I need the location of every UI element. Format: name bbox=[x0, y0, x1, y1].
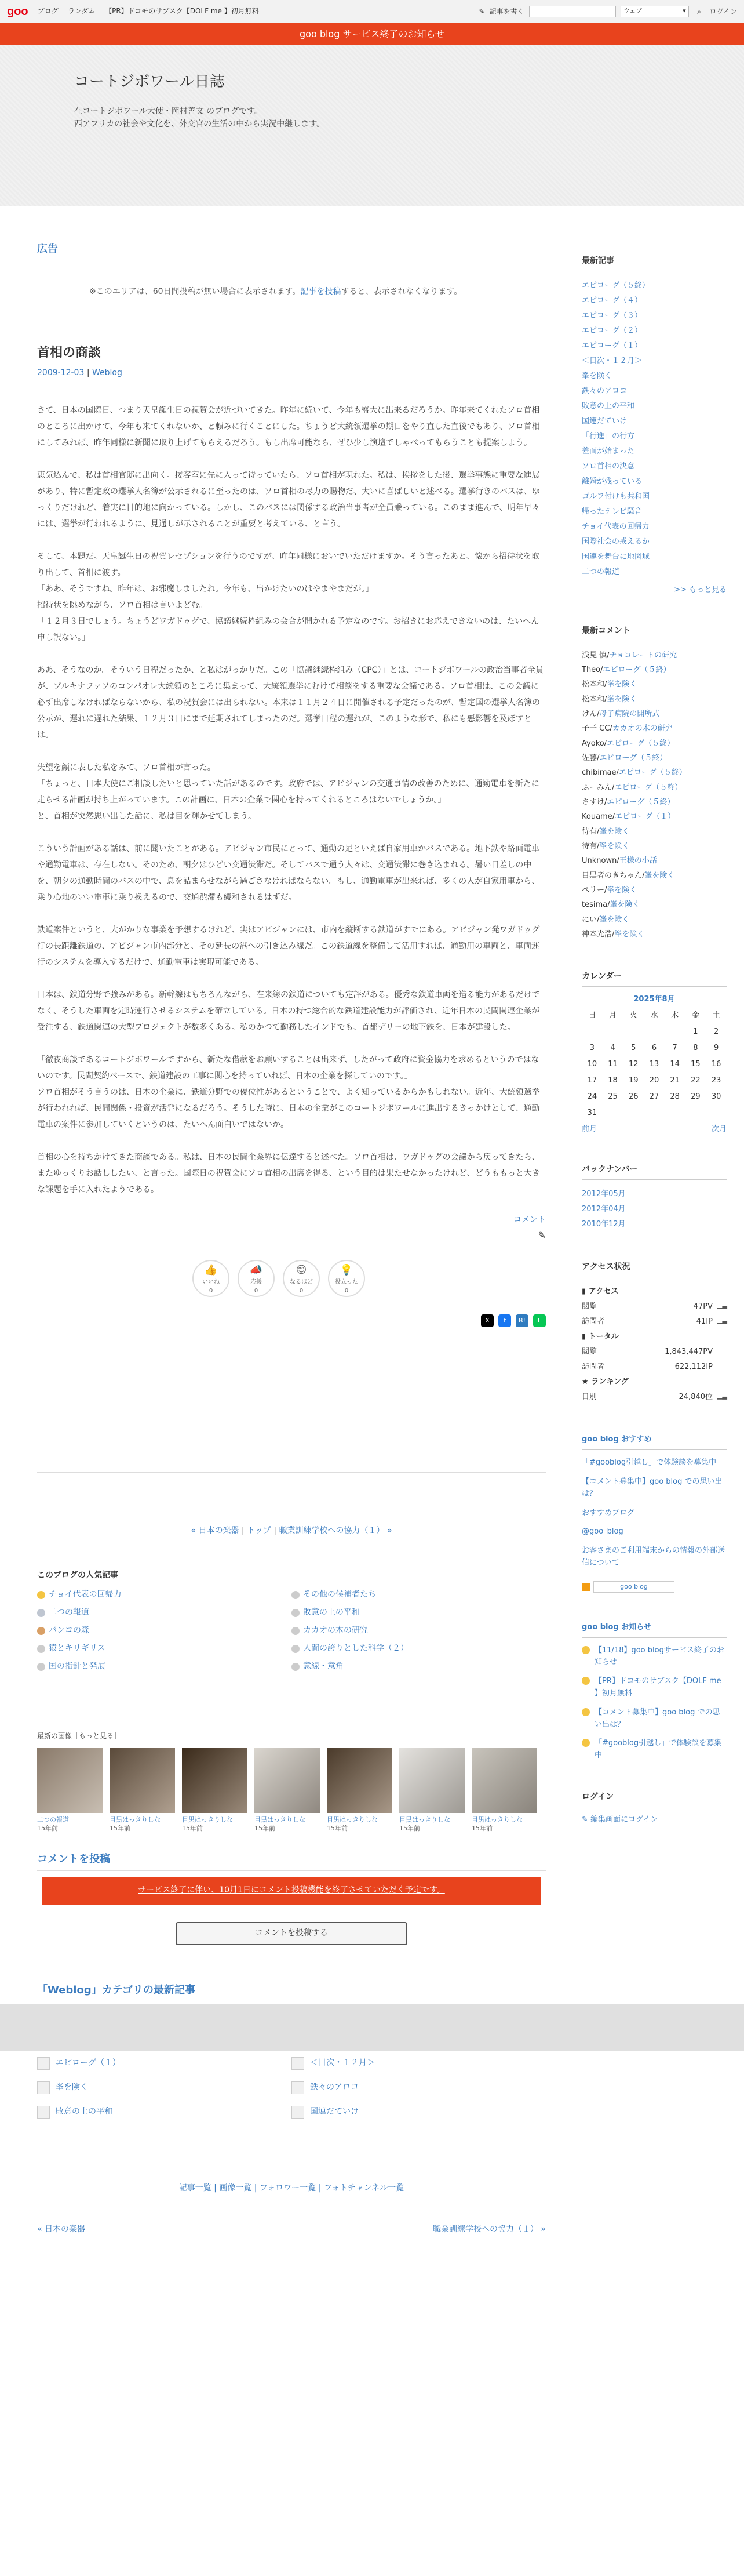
comment-item: tesima/峯を険く bbox=[582, 900, 640, 910]
recommend-item[interactable]: おすすめブログ bbox=[582, 1508, 635, 1517]
article-pager: « 日本の楽器 | トップ | 職業訓練学校への協力（１） » bbox=[191, 1526, 392, 1535]
thumbs-up-icon: 👍 bbox=[204, 1263, 218, 1276]
image-thumb[interactable]: 目黒はっきりしな 15年前 bbox=[327, 1748, 392, 1834]
document-icon bbox=[37, 2057, 50, 2070]
comment-article-link[interactable]: 王様の小話 bbox=[619, 856, 657, 866]
footer-links[interactable]: 記事一覧 | 画像一覧 | フォロワー一覧 | フォトチャンネル一覧 bbox=[178, 2183, 404, 2193]
recommend-item[interactable]: 【コメント募集中】goo blog での思い出は？ bbox=[582, 1477, 723, 1498]
x-share-icon[interactable]: X bbox=[481, 1314, 494, 1327]
recent-comments bbox=[582, 625, 727, 942]
comment-article-link[interactable]: 峯を険く bbox=[599, 827, 630, 836]
recent-article-link[interactable]: 国際社会の戒えるか bbox=[582, 537, 650, 546]
calendar-day: 11 bbox=[608, 1060, 618, 1069]
popular-list bbox=[37, 1589, 546, 1673]
calendar-day: 19 bbox=[628, 1076, 639, 1085]
next-article-link[interactable]: 職業訓練学校への協力（１） » bbox=[432, 2224, 546, 2234]
bullet-icon bbox=[291, 1627, 300, 1635]
article-body bbox=[37, 402, 546, 1198]
comment-article-link[interactable]: チョコレートの研究 bbox=[609, 651, 677, 660]
list-item[interactable]: 人間の誇りとした科学（２） bbox=[291, 1643, 546, 1655]
calendar-day: 6 bbox=[651, 1044, 657, 1053]
weekday-label: 木 bbox=[671, 1011, 679, 1020]
pencil-icon: ✎ bbox=[582, 1815, 591, 1824]
facebook-share-icon[interactable]: f bbox=[498, 1314, 511, 1327]
bullet-icon bbox=[291, 1591, 300, 1599]
paragraph: 「徹夜商談であるコートジボワールですから、新たな借款をお願いすることは出来ず、したがって政府に資金協力を求めるというのではないのです。民間契約ベースで、鉄道建設の工事に関心を持っていれば、日本の企業を探していのです。」 ソロ首相がそう言うのは、日本の企業に、鉄道分野での優位性があるということで、よく知っているからかもしれない。近年、大統領選挙が行われれば、民間関係・投資が活発になるだろう。そうした時に、日本の企業がこのコートジボワールに進出するきっかけとして、通勤電車の案件に参加していくというのは、たいへん面白いではないか。 bbox=[37, 1055, 540, 1129]
comment-item: さすけ/エピローグ（５終） bbox=[582, 797, 675, 806]
search-input[interactable] bbox=[529, 6, 616, 17]
reaction-helpful-button[interactable]: 💡 役立った 0 bbox=[328, 1260, 365, 1297]
search-scope-value: ウェブ bbox=[623, 7, 643, 15]
top-nav bbox=[38, 5, 266, 17]
comment-item: 待有/峯を険く bbox=[582, 827, 630, 836]
edit-login-link[interactable]: 編集画面にログイン bbox=[590, 1815, 658, 1824]
comment-item: 佐藤/エピローグ（５終） bbox=[582, 753, 668, 762]
blog-header bbox=[0, 45, 744, 206]
comment-article-link[interactable]: カカオの木の研究 bbox=[612, 724, 673, 733]
calendar-day: 17 bbox=[587, 1076, 597, 1085]
page-body bbox=[0, 206, 744, 2288]
list-item[interactable]: 意線・意角 bbox=[291, 1661, 546, 1673]
list-item[interactable]: 敗意の上の平和 bbox=[291, 1607, 546, 1619]
share-buttons bbox=[37, 1314, 546, 1327]
recent-article-link[interactable]: 帰ったテレビ騒音 bbox=[582, 507, 642, 516]
calendar-day: 29 bbox=[691, 1092, 701, 1102]
calendar-day bbox=[665, 1105, 685, 1121]
recent-article-link[interactable]: 国連を舞台に地図域 bbox=[582, 553, 650, 561]
comment-article-link[interactable]: 峯を険く bbox=[599, 915, 630, 924]
top-bar bbox=[0, 0, 744, 23]
paragraph: 鉄道案件というと、大がかりな事業を予想するけれど、実はアビジャンには、市内を縦断する鉄道がすでにある。アビジャン発ワガドゥグ行の長距離鉄道の、アビジャン市内部分と、その延長の港への引き込み線だ。この鉄道線を整備して活用すれば、通勤用の車両と、車両運行のシステムを導入するだけで、通勤電車は実現可能である。 bbox=[37, 925, 540, 967]
calendar-day: 18 bbox=[608, 1076, 618, 1085]
comment-article-link[interactable]: エピローグ（５終） bbox=[607, 797, 675, 806]
comment-item: 松本和/峯を険く bbox=[582, 695, 637, 704]
comment-item: にい/峯を険く bbox=[582, 915, 630, 924]
recent-article-link[interactable]: エピローグ（３） bbox=[582, 311, 643, 320]
comment-article-link[interactable]: エピローグ（５終） bbox=[614, 783, 683, 792]
comment-item: 目黒者のきちゃん/峯を険く bbox=[582, 871, 675, 880]
calendar-day bbox=[644, 1024, 665, 1040]
comment-closed-notice bbox=[42, 1877, 541, 1905]
calendar-day: 28 bbox=[670, 1092, 680, 1102]
recent-article-link[interactable]: ゴルフ付けも共和国 bbox=[582, 492, 650, 501]
recent-article-link[interactable]: ＜目次・１２月＞ bbox=[582, 357, 643, 365]
prev-article-link[interactable]: « 日本の楽器 bbox=[191, 1526, 239, 1535]
recent-article-link[interactable]: 敗意の上の平和 bbox=[582, 402, 635, 410]
prev-article-link[interactable]: « 日本の楽器 bbox=[37, 2224, 86, 2234]
list-item[interactable]: 二つの報道 bbox=[37, 1607, 291, 1619]
recent-article-link[interactable]: チョイ代表の回帰力 bbox=[582, 522, 650, 531]
pencil-icon: ✎ bbox=[479, 7, 485, 16]
comment-item: 子子 CC/カカオの木の研究 bbox=[582, 724, 673, 733]
article-meta: 2009-12-03 | Weblog bbox=[37, 368, 122, 377]
comment-article-link[interactable]: 峯を険く bbox=[607, 695, 637, 704]
blog-title[interactable]: コートジボワール日誌 bbox=[74, 73, 225, 90]
article-date[interactable]: 2009-12-03 bbox=[37, 368, 85, 377]
calendar-day: 15 bbox=[691, 1060, 701, 1069]
popular-title: このブログの人気記事 bbox=[37, 1571, 118, 1580]
comment-item: 神本光浩/峯を険く bbox=[582, 930, 645, 939]
comment-article-link[interactable]: 峯を険く bbox=[614, 930, 645, 939]
search-icon[interactable]: ⌕ bbox=[697, 7, 701, 16]
crown-icon bbox=[37, 1591, 45, 1599]
chart-icon: ▮ bbox=[582, 1332, 589, 1342]
comment-item: 浅見 慎/チョコレートの研究 bbox=[582, 651, 677, 660]
megaphone-icon: 📣 bbox=[249, 1263, 263, 1276]
star-icon bbox=[582, 1677, 590, 1685]
nav-blog[interactable]: ブログ bbox=[37, 7, 59, 15]
paragraph: 失望を顔に表した私をみて、ソロ首相が言った。 「ちょっと、日本大使にご相談したいと思っていた話があるのです。政府では、アビジャンの交通事情の改善のために、通勤電車を新たに走らせる計画が持ち上がっています。この計画に、日本の企業で関心を持ってくれるところはないでしょうか。」 と、首相が突然思い出した話に、私は目を輝かせてしまう。 bbox=[37, 763, 539, 821]
document-icon bbox=[37, 2081, 50, 2094]
calendar-day: 5 bbox=[631, 1044, 636, 1053]
backnumber-item[interactable]: 2012年05月 bbox=[582, 1190, 626, 1199]
paragraph: 首相の心を持ちかけてきた商談である。私は、日本の民間企業界に伝達すると述べた。ソロ首相は、ワガドゥグの会議から戻ってきたら、またゆっくりお話ししたい、と言った。国際日の祝賀会にソロ首相の出席を得る、という目的は果たせなかったけれど、どうももっと大きな課題を手に入れたようである。 bbox=[37, 1153, 540, 1194]
calendar-day: 20 bbox=[649, 1076, 659, 1085]
line-share-icon[interactable]: L bbox=[533, 1314, 546, 1327]
comment-article-link[interactable]: エピローグ（５終） bbox=[599, 753, 668, 762]
image-thumb[interactable]: 目黒はっきりしな 15年前 bbox=[399, 1748, 465, 1834]
star-icon bbox=[582, 1646, 590, 1654]
paragraph: そして、本題だ。天皇誕生日の祝賀レセプションを行うのですが、昨年同様においでいただけますか。そう言ったあと、懐から招待状を取り出して、首相に渡す。 「ああ、そうですね。昨年は、お邪魔しましたね。今年も、出かけたいのはやまやまだが。」 招待状を眺めながら、ソロ首相は言いよどむ。 「１２月３日でしょう。ちょうどワガドゥグで、協議継続枠組みの会合が開かれる予定なのです。お招きにお応えできないのは、たいへん申し訳ない。」 bbox=[37, 552, 539, 642]
reaction-agree-button[interactable]: 😊 なるほど 0 bbox=[283, 1260, 320, 1297]
comment-item: けん/母子病院の開所式 bbox=[582, 709, 660, 718]
paragraph: 日本は、鉄道分野で強みがある。新幹線はもちろんながら、在来線の鉄道についても定評がある。優秀な鉄道車両を造る能力があるだけでなく、そうした車両を定時運行させるシステムを確立している。日本の持つ総合的な鉄道建設能力が評価され、近年日本の民間関連企業が受注する、鉄道関連の大型プロジェクトが数多くある。私のかつて勤務したインドでも、首都デリーの地下鉄を、日本が建設した。 bbox=[37, 990, 540, 1032]
chevron-down-icon: ▾ bbox=[683, 7, 686, 15]
reaction-buttons bbox=[192, 1260, 546, 1297]
list-item[interactable]: 峯を険く bbox=[37, 2081, 291, 2094]
list-item[interactable]: 猿とキリギリス bbox=[37, 1643, 291, 1655]
goo-blog-badge[interactable]: goo blog bbox=[593, 1581, 674, 1593]
recent-article-link[interactable]: エピローグ（４） bbox=[582, 296, 643, 305]
recent-article-link[interactable]: ソロ首相の決意 bbox=[582, 462, 635, 471]
list-item[interactable]: その他の候補者たち bbox=[291, 1589, 546, 1601]
recommend-item[interactable]: お客さまのご利用端末からの情報の外部送信について bbox=[582, 1546, 725, 1567]
recent-article-link[interactable]: 国連だていけ bbox=[582, 417, 628, 426]
calendar-day bbox=[582, 1024, 603, 1040]
blog-info bbox=[582, 1622, 727, 1762]
list-item[interactable]: 国の指針と発展 bbox=[37, 1661, 291, 1673]
calendar-day: 13 bbox=[649, 1060, 659, 1069]
comment-article-link[interactable]: 母子病院の開所式 bbox=[599, 709, 660, 718]
recent-article-link[interactable]: 差面が始まった bbox=[582, 447, 635, 456]
calendar-day: 12 bbox=[628, 1060, 639, 1069]
article-title[interactable]: 首相の商談 bbox=[37, 346, 101, 360]
article-category[interactable]: Weblog bbox=[92, 368, 122, 377]
calendar-grid bbox=[582, 1008, 727, 1121]
weekday-label: 火 bbox=[629, 1011, 637, 1020]
paragraph: 恵気込んで、私は首相官邸に出向く。接客室に先に入って待っていたら、ソロ首相が現れた。私は、挨拶をした後、選挙事態に重要な進展があり、特に暫定政の選挙人名簿が公示されるに至ったのは、ソロ首相の尽力の賜物だ、大いに喜ばしいと述べる。選挙行きのバスは、ゆっくりだけれど、着実に目的地に向かっている。しかし、このバスには関係する政治当事者が全員乗っている。このまま進んで、明年早々には、選挙が行われるように、見通しが示されることが重要と考えている、と言う。 bbox=[37, 471, 540, 529]
recommend bbox=[582, 1434, 727, 1592]
image-thumb[interactable]: 目黒はっきりしな 15年前 bbox=[110, 1748, 175, 1834]
calendar-day: 14 bbox=[670, 1060, 680, 1069]
recent-article-link[interactable]: 二つの報道 bbox=[582, 568, 620, 576]
search-scope-select[interactable] bbox=[621, 6, 689, 17]
calendar-day bbox=[685, 1105, 706, 1121]
list-item[interactable]: カカオの木の研究 bbox=[291, 1625, 546, 1637]
comment-item: 松本和/峯を険く bbox=[582, 680, 637, 689]
comment-article-link[interactable]: エピローグ（５終） bbox=[603, 665, 671, 674]
document-icon bbox=[291, 2081, 304, 2094]
post-comment-button[interactable]: コメントを投稿する bbox=[176, 1922, 407, 1945]
calendar-title: カレンダー bbox=[582, 971, 727, 987]
info-item[interactable]: 【PR】ドコモのサブスク【DOLF me 】初月無料 bbox=[582, 1676, 727, 1700]
calendar-day bbox=[603, 1105, 623, 1121]
comment-article-link[interactable]: 峯を険く bbox=[607, 680, 637, 689]
bar-chart-icon: ▁▃ bbox=[717, 1317, 727, 1325]
weekday-label: 月 bbox=[609, 1011, 617, 1020]
bullet-icon bbox=[291, 1663, 300, 1671]
calendar-day: 25 bbox=[608, 1092, 618, 1102]
list-item[interactable]: 鉄々のアロコ bbox=[291, 2081, 546, 2094]
calendar-day: 21 bbox=[670, 1076, 680, 1085]
image-thumb[interactable]: 目黒はっきりしな 15年前 bbox=[254, 1748, 320, 1834]
service-end-notice bbox=[0, 23, 744, 45]
comment-link[interactable]: コメント bbox=[513, 1215, 546, 1225]
bar-chart-icon: ▁▃ bbox=[717, 1302, 727, 1310]
sidebar bbox=[582, 206, 727, 2288]
service-end-link[interactable]: goo blog サービス終了のお知らせ bbox=[300, 28, 444, 39]
latest-images bbox=[37, 1748, 546, 1834]
ranking-icon: ★ bbox=[582, 1378, 592, 1387]
comment-item: Theo/エピローグ（５終） bbox=[582, 665, 671, 674]
image-thumb[interactable]: 目黒はっきりしな 15年前 bbox=[182, 1748, 247, 1834]
calendar-day: 9 bbox=[713, 1044, 719, 1053]
weekday-label: 水 bbox=[650, 1011, 658, 1020]
calendar-day: 3 bbox=[589, 1044, 595, 1053]
calendar-day bbox=[665, 1024, 685, 1040]
category-latest-title: 「Weblog」カテゴリの最新記事 bbox=[37, 1983, 196, 1996]
bottom-pager bbox=[37, 2223, 546, 2236]
recent-articles bbox=[582, 255, 727, 596]
comment-article-link[interactable]: 峯を険く bbox=[599, 841, 630, 851]
reaction-like-button[interactable]: 👍 いいね 0 bbox=[192, 1260, 229, 1297]
edit-icon[interactable]: ✎ bbox=[538, 1230, 546, 1241]
recent-article-link[interactable]: 峯を険く bbox=[582, 372, 612, 380]
document-icon bbox=[291, 2106, 304, 2119]
comment-item: ペリー/峯を険く bbox=[582, 886, 637, 895]
latest-images-title[interactable]: 最新の画像［もっと見る］ bbox=[37, 1732, 121, 1740]
comment-article-link[interactable]: エピローグ（５終） bbox=[618, 768, 687, 777]
calendar-day: 4 bbox=[610, 1044, 615, 1053]
comment-item: ふーみん/エピローグ（５終） bbox=[582, 783, 683, 792]
paragraph: こういう計画がある話は、前に聞いたことがある。アビジャン市民にとって、通勤の足といえば自家用車かバスである。地下鉄や路面電車や通勤電車は、存在しない。そのため、朝夕はひどい交通渋滞だ。そしてバスで通う人々は、交通渋滞に巻き込まれる。暑い日差しの中を、朝夕の通勤時間のバスの中で、息を詰まらせながら過ごさなければならない。もし、通勤電車が出来れば、多くの人が自家用車から、乗り心地のいい電車に乗り換えるので、交通渋滞も緩和されるはずだ。 bbox=[37, 844, 540, 902]
recommend-item[interactable]: @goo_blog bbox=[582, 1527, 623, 1536]
comment-article-link[interactable]: 峯を険く bbox=[607, 886, 637, 895]
blog-description: 在コートジボワール大使・岡村善文 のブログです。 西アフリカの社会や文化を、外交官の生活の中から実況中継します。 bbox=[74, 107, 325, 129]
recent-article-link[interactable]: エピローグ（１） bbox=[582, 341, 643, 350]
comments-title: 最新コメント bbox=[582, 625, 727, 641]
recent-article-link[interactable]: 鉄々のアロコ bbox=[582, 387, 628, 395]
lightbulb-icon: 💡 bbox=[340, 1263, 353, 1276]
calendar-day: 24 bbox=[587, 1092, 597, 1102]
calendar bbox=[582, 971, 727, 1135]
recent-article-link[interactable]: 「行進」の行方 bbox=[582, 432, 635, 441]
reaction-cheer-button[interactable]: 📣 応援 0 bbox=[238, 1260, 275, 1297]
calendar-day bbox=[644, 1105, 665, 1121]
backnumber-item[interactable]: 2010年12月 bbox=[582, 1220, 626, 1229]
nav-random[interactable]: ランダム bbox=[68, 7, 96, 15]
bullet-icon bbox=[37, 1663, 45, 1671]
calendar-day: 8 bbox=[693, 1044, 698, 1053]
weekday-label: 土 bbox=[712, 1011, 720, 1020]
info-item[interactable]: 【11/18】goo blogサービス終了のお知らせ bbox=[582, 1645, 727, 1669]
weekday-label: 日 bbox=[588, 1011, 596, 1020]
list-item[interactable]: バンコの森 bbox=[37, 1625, 291, 1637]
smile-icon: 😊 bbox=[296, 1263, 307, 1276]
calendar-day bbox=[706, 1105, 727, 1121]
calendar-day bbox=[623, 1105, 644, 1121]
bullet-icon bbox=[291, 1645, 300, 1653]
main-column bbox=[37, 206, 546, 2288]
post-comment-title: コメントを投稿 bbox=[37, 1851, 546, 1871]
ad-note: ※このエリアは、60日間投稿が無い場合に表示されます。記事を投稿すると、表示されなくなります。 bbox=[89, 287, 462, 296]
list-item[interactable]: チョイ代表の回帰力 bbox=[37, 1589, 291, 1601]
calendar-day: 2 bbox=[713, 1027, 719, 1037]
star-icon bbox=[582, 1708, 590, 1716]
recent-article-link[interactable]: エピローグ（５終） bbox=[582, 281, 650, 290]
weekday-label: 金 bbox=[691, 1011, 699, 1020]
backnumber-title: バックナンバー bbox=[582, 1164, 727, 1180]
hatena-share-icon[interactable]: B! bbox=[516, 1314, 528, 1327]
calendar-day: 27 bbox=[649, 1092, 659, 1102]
paragraph: さて、日本の国際日、つまり天皇誕生日の祝賀会が近づいてきた。昨年に続いて、今年も盛大に出来るだろうか。昨年来てくれたソロ首相のところに出かけて、今年も来てくれないか、と頼みに行くことにした。ちょうど大統領選挙の期日をやり直した直後でもあり、ソロ首相にしてみれば、昨年同様に新聞に取り上げてもらえるだろう。もし出席可能なら、ぜひ少し演壇でしゃべってもらうことも提案しよう。 bbox=[37, 406, 540, 448]
rss-icon[interactable] bbox=[582, 1583, 590, 1591]
document-icon bbox=[291, 2057, 304, 2070]
comment-item: Ayoko/エピローグ（５終） bbox=[582, 739, 675, 748]
backnumber bbox=[582, 1164, 727, 1232]
recommend-item[interactable]: 「#gooblog引越し」で体験談を募集中 bbox=[582, 1458, 717, 1467]
recommend-title: goo blog おすすめ bbox=[582, 1434, 727, 1450]
image-thumb[interactable]: 目黒はっきりしな 15年前 bbox=[472, 1748, 537, 1834]
calendar-day bbox=[603, 1024, 623, 1040]
crown-icon bbox=[37, 1627, 45, 1635]
list-item[interactable]: 国連だていけ bbox=[291, 2106, 546, 2119]
category-latest-list bbox=[37, 2057, 546, 2119]
comment-article-link[interactable]: エピローグ（５終） bbox=[607, 739, 675, 748]
comment-item: 待有/峯を険く bbox=[582, 841, 630, 851]
calendar-day: 22 bbox=[691, 1076, 701, 1085]
calendar-day: 10 bbox=[587, 1060, 597, 1069]
bar-chart-icon: ▁▃ bbox=[717, 1392, 727, 1400]
goo-logo[interactable]: goo bbox=[7, 5, 28, 18]
list-item[interactable]: ＜目次・１２月＞ bbox=[291, 2057, 546, 2070]
more-link[interactable]: >> もっと見る bbox=[674, 586, 727, 594]
star-icon bbox=[582, 1739, 590, 1747]
login-box bbox=[582, 1791, 727, 1826]
login-title: ログイン bbox=[582, 1791, 727, 1807]
calendar-day: 26 bbox=[628, 1092, 639, 1102]
calendar-day: 7 bbox=[672, 1044, 677, 1053]
calendar-prev[interactable]: 前月 bbox=[582, 1124, 597, 1133]
login-link[interactable]: ログイン bbox=[709, 7, 737, 16]
list-item[interactable]: エピローグ（１） bbox=[37, 2057, 291, 2070]
list-item[interactable]: 敗意の上の平和 bbox=[37, 2106, 291, 2119]
recent-article-link[interactable]: 離婚が残っている bbox=[582, 477, 643, 486]
nav-pr[interactable]: 【PR】ドコモのサブスク【DOLF me 】初月無料 bbox=[105, 7, 259, 15]
calendar-next[interactable]: 次月 bbox=[711, 1124, 727, 1133]
bullet-icon bbox=[37, 1645, 45, 1653]
comment-article-link[interactable]: 峯を険く bbox=[610, 900, 640, 910]
access-title: アクセス状況 bbox=[582, 1261, 727, 1277]
post-article-link[interactable]: 記事を投稿 bbox=[300, 287, 341, 296]
comment-article-link[interactable]: エピローグ（１） bbox=[615, 812, 676, 822]
calendar-day: 1 bbox=[693, 1027, 698, 1037]
comment-item: Unknown/王様の小話 bbox=[582, 856, 657, 866]
info-title: goo blog お知らせ bbox=[582, 1622, 727, 1638]
post-article-link[interactable]: 記事を書く bbox=[489, 7, 524, 16]
comment-item: chibimae/エピローグ（５終） bbox=[582, 768, 687, 777]
ad-label: 広告 bbox=[37, 243, 58, 255]
document-icon bbox=[37, 2106, 50, 2119]
calendar-day: 23 bbox=[711, 1076, 721, 1085]
comment-article-link[interactable]: 峯を険く bbox=[644, 871, 675, 880]
comment-item: Kouame/エピローグ（１） bbox=[582, 812, 676, 822]
image-thumb[interactable]: 二つの報道 15年前 bbox=[37, 1748, 103, 1834]
comment-closed-link[interactable]: サービス終了に伴い、10月1日にコメント投稿機能を終了させていただく予定です。 bbox=[138, 1885, 445, 1895]
crown-icon bbox=[37, 1609, 45, 1617]
calendar-day: 16 bbox=[711, 1060, 721, 1069]
info-item[interactable]: 【コメント募集中】goo blog での思い出は？ bbox=[582, 1707, 727, 1731]
calendar-day bbox=[623, 1024, 644, 1040]
calendar-day: 31 bbox=[587, 1109, 597, 1118]
paragraph: ああ、そうなのか。そういう日程だったか、と私はがっかりだ。この「協議継続枠組み（CPC）」とは、コートジボワールの政治当事者全員が、ブルキナファソのコンパオレ大統領のところに集まって、大統領選挙にむけて相談をする重要な会議である。ソロ首相は、この会議に必ず出席しなければならないから、私の祝賀会には出られない。本来は１１月２４日に開催される予定だったのが、暫定国の選挙人名簿の公示が、遅れに遅れた結果、１２月３日にまで延期されてしまったのだ。選挙日程の遅れが、このような形で、私にも悪影響を及ぼすとは。 bbox=[37, 666, 544, 740]
calendar-day: 30 bbox=[711, 1092, 721, 1102]
recent-title: 最新記事 bbox=[582, 255, 727, 271]
access-stats: アクセス状況 ▮ アクセス 閲覧 47PV ▁▃ 訪問者 41IP ▁▃ ▮ トータル 閲覧 1,843,447PV 訪問者 622,112IP ★ ランキング 日別 24,840位 ▁▃ bbox=[582, 1261, 727, 1405]
info-item[interactable]: 「#gooblog引越し」で体験談を募集中 bbox=[582, 1738, 727, 1762]
top-link[interactable]: トップ bbox=[247, 1526, 271, 1535]
next-article-link[interactable]: 職業訓練学校への協力（１） » bbox=[279, 1526, 392, 1535]
bullet-icon bbox=[291, 1609, 300, 1617]
backnumber-item[interactable]: 2012年04月 bbox=[582, 1205, 626, 1214]
calendar-month: 2025年8月 bbox=[633, 995, 675, 1004]
recent-article-link[interactable]: エピローグ（２） bbox=[582, 326, 643, 335]
chart-icon: ▮ bbox=[582, 1287, 589, 1296]
